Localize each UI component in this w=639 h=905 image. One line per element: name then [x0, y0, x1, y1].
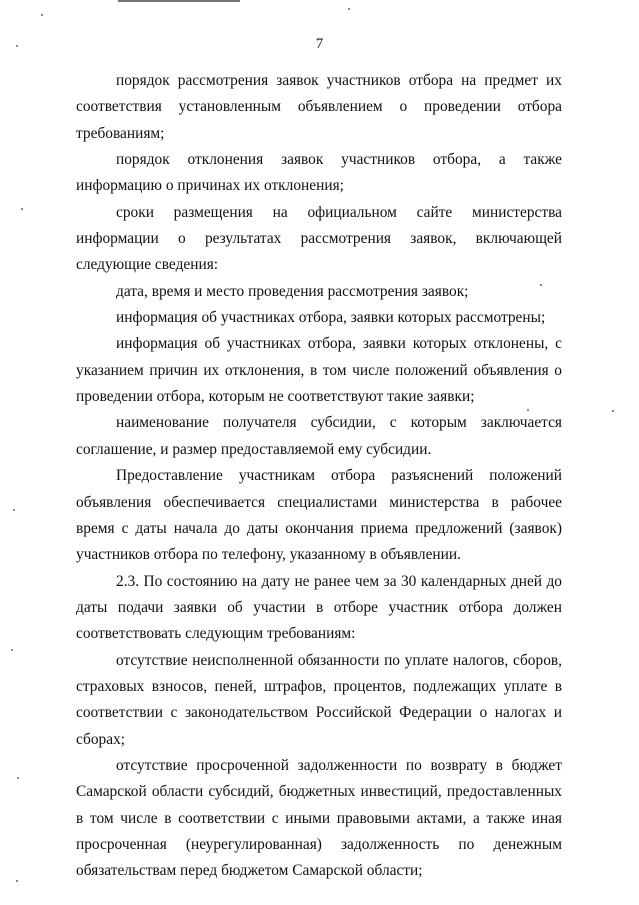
scan-speck	[348, 8, 350, 10]
paragraph: информация об участниках отбора, заявки которых отклонены, с указанием причин их отклонения, в том числе положений объявления о проведении отбора, которым не соответствуют такие заявки;	[76, 335, 562, 406]
scan-speck	[13, 509, 15, 511]
scan-speck	[21, 208, 23, 210]
document-body	[76, 68, 562, 885]
scan-speck	[527, 409, 529, 411]
scan-speck	[11, 649, 13, 651]
paragraph: отсутствие неисполненной обязанности по уплате налогов, сборов, страховых взносов, пеней, штрафов, процентов, подлежащих уплате в соответствии с законодательством Российской Федерации о налогах и сборах;	[76, 651, 562, 748]
scan-speck	[540, 284, 542, 286]
paragraph: информация об участниках отбора, заявки которых рассмотрены;	[116, 309, 546, 327]
scan-speck	[16, 880, 18, 882]
scan-speck	[16, 45, 18, 47]
scan-speck	[17, 777, 19, 779]
paragraph: 2.3. По состоянию на дату не ранее чем за 30 календарных дней до даты подачи заявки об участии в отборе участник отбора должен соответствовать следующим требованиям:	[76, 572, 562, 643]
paragraph: сроки размещения на официальном сайте министерства информации о результатах рассмотрения заявок, включающей следующие сведения:	[76, 203, 562, 274]
scan-speck	[41, 14, 43, 16]
paragraph: порядок рассмотрения заявок участников отбора на предмет их соответствия установленным объявлением о проведении отбора требованиям;	[76, 72, 562, 142]
paragraph: Предоставление участникам отбора разъяснений положений объявления обеспечивается специалистами министерства в рабочее время с даты начала до даты окончания приема предложений (заявок) участников отбора по телефону, указанному в объявлении.	[76, 467, 562, 564]
scan-speck	[612, 410, 614, 412]
paragraph: порядок отклонения заявок участников отбора, а также информацию о причинах их отклонения;	[76, 151, 562, 195]
top-scan-rule	[118, 0, 240, 2]
page-number: 7	[315, 36, 324, 52]
paragraph: отсутствие просроченной задолженности по возврату в бюджет Самарской области субсидий, бюджетных инвестиций, предоставленных в том числе в соответствии с иными правовыми актами, а также иная просроченная (неурегулированная) задолженность по денежным обязательствам перед бюджетом Самарской области;	[76, 756, 562, 880]
paragraph: дата, время и место проведения рассмотрения заявок;	[116, 282, 469, 300]
paragraph: наименование получателя субсидии, с которым заключается соглашение, и размер предоставляемой ему субсидии.	[76, 414, 562, 458]
